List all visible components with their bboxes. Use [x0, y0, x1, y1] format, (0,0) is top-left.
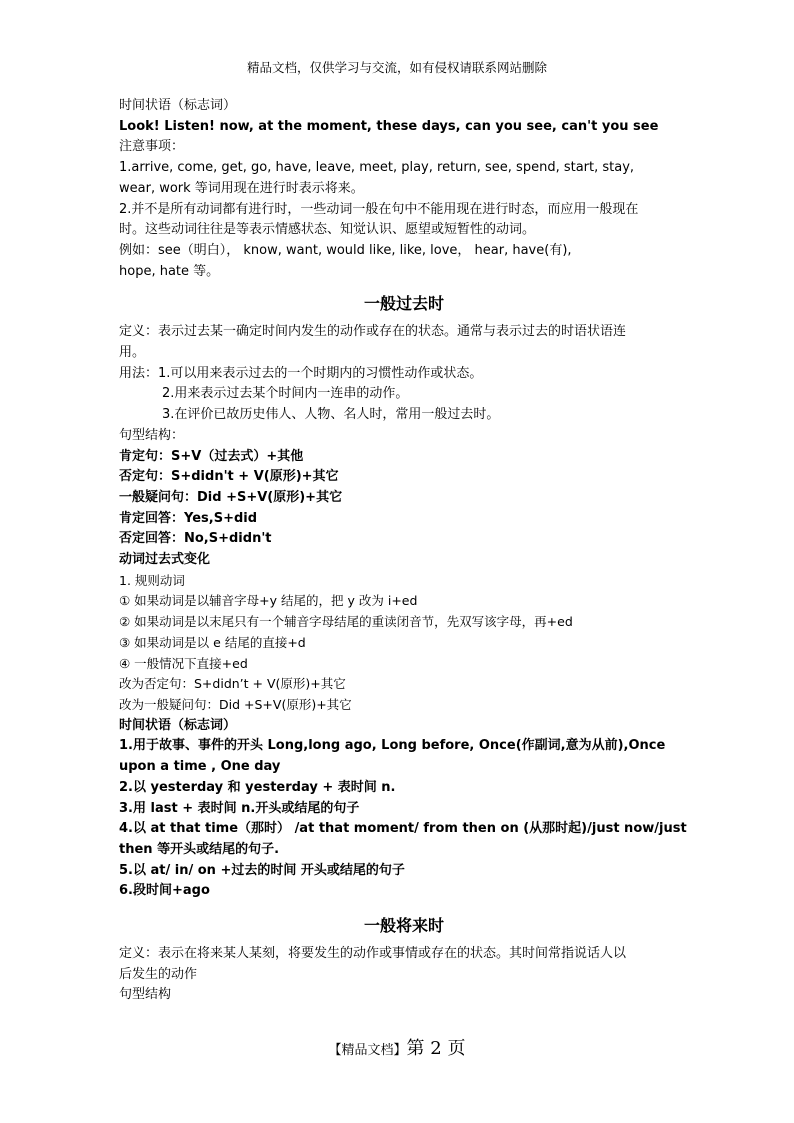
text-line: 5.以 at/ in/ on +过去的时间 开头或结尾的句子 — [119, 862, 405, 878]
text-line: hope, hate 等。 — [119, 263, 220, 279]
text-line: 改为一般疑问句：Did +S+V(原形)+其它 — [119, 696, 352, 712]
text-line: 1.用于故事、事件的开头 Long,long ago, Long before, Once(作副词,意为从前),Once — [119, 738, 666, 754]
text-line: 1. 规则动词 — [119, 572, 185, 588]
text-line: ② 如果动词是以末尾只有一个辅音字母结尾的重读闭音节，先双写该字母，再+ed — [119, 614, 573, 630]
footer-prefix: 【精品文档】 — [328, 1043, 407, 1058]
text-line: 时间状语（标志词） — [119, 717, 237, 733]
text-line: 2.用来表示过去某个时间内一连串的动作。 — [162, 386, 409, 402]
text-line: 一般疑问句：Did +S+V(原形)+其它 — [119, 489, 343, 505]
page-footer — [0, 1034, 794, 1060]
section-heading: 一般将来时 — [363, 916, 444, 936]
text-line: upon a time , One day — [119, 759, 281, 775]
text-line: 3.用 last + 表时间 n.开头或结尾的句子 — [119, 800, 360, 816]
text-line: 4.以 at that time（那时） /at that moment/ from then on (从那时起)/just now/just — [119, 821, 687, 837]
page-header: 精品文档，仅供学习与交流，如有侵权请联系网站删除 — [246, 60, 547, 75]
text-line: ④ 一般情况下直接+ed — [119, 655, 248, 671]
text-line: 后发生的动作 — [119, 966, 198, 982]
text-line: 2.以 yesterday 和 yesterday + 表时间 n. — [119, 779, 396, 795]
text-line: Look! Listen! now, at the moment, these days, can you see, can't you see — [119, 118, 659, 134]
text-line: then 等开头或结尾的句子. — [119, 841, 280, 857]
text-line: 动词过去式变化 — [119, 552, 211, 568]
text-line: 句型结构 — [119, 987, 172, 1003]
text-line: 6.段时间+ago — [119, 883, 210, 899]
text-line: 否定回答：No,S+didn't — [119, 531, 272, 547]
text-line: 3.在评价已故历史伟人、人物、名人时，常用一般过去时。 — [162, 407, 500, 423]
text-line: 定义：表示在将来某人某刻，将要发生的动作或事情或存在的状态。其时间常指说话人以 — [119, 946, 627, 962]
text-line: 例如：see（明白）， know, want, would like, like, love， hear, have(有), — [119, 242, 572, 258]
section-heading: 一般过去时 — [363, 294, 444, 314]
text-line: ① 如果动词是以辅音字母+y 结尾的，把 y 改为 i+ed — [119, 593, 418, 609]
text-line: 肯定回答：Yes,S+did — [119, 510, 258, 526]
text-line: 定义：表示过去某一确定时间内发生的动作或存在的状态。通常与表示过去的时语状语连 — [119, 324, 627, 340]
text-line: ③ 如果动词是以 e 结尾的直接+d — [119, 634, 306, 650]
text-line: 改为否定句：S+didn’t + V(原形)+其它 — [119, 676, 346, 692]
text-line: 否定句：S+didn't + V(原形)+其它 — [119, 469, 339, 485]
text-line: 2.并不是所有动词都有进行时，一些动词一般在句中不能用现在进行时态，而应用一般现在 — [119, 201, 639, 217]
page-number: 第 2 页 — [406, 1038, 466, 1059]
text-line: 用。 — [119, 345, 146, 361]
text-line: 句型结构： — [119, 427, 185, 443]
text-line: 用法：1.可以用来表示过去的一个时期内的习惯性动作或状态。 — [119, 365, 483, 381]
text-line: 时间状语（标志词） — [119, 98, 237, 113]
text-line: 肯定句：S+V（过去式）+其他 — [119, 448, 304, 464]
document-body — [119, 96, 689, 1006]
text-line: 注意事项： — [119, 139, 185, 155]
text-line: 时。这些动词往往是等表示情感状态、知觉认识、愿望或短暂性的动词。 — [119, 222, 536, 238]
text-line: 1.arrive, come, get, go, have, leave, meet, play, return, see, spend, start, stay, — [119, 160, 635, 176]
text-line: wear, work 等词用现在进行时表示将来。 — [119, 180, 364, 196]
